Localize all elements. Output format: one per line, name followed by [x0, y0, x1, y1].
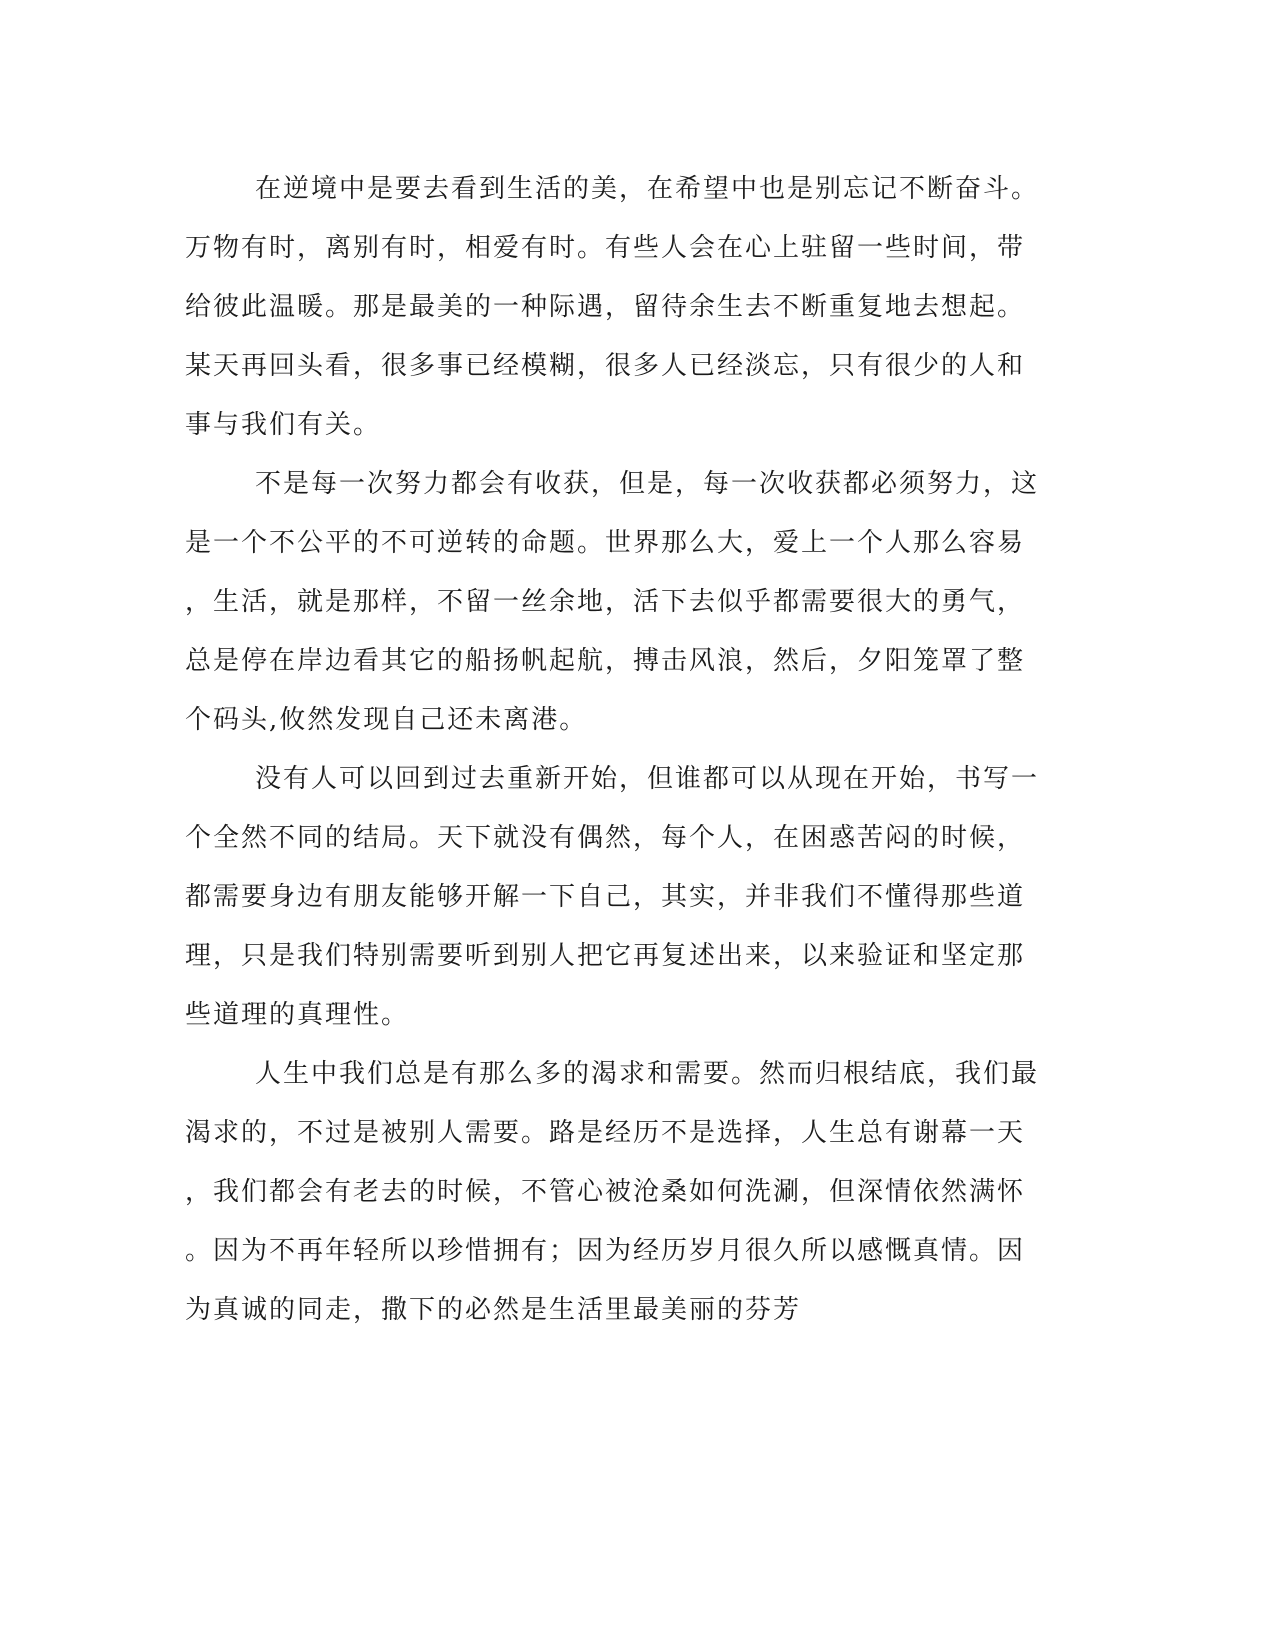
text-line: 给彼此温暖。那是最美的一种际遇，留待余生去不断重复地去想起。: [185, 292, 1026, 322]
text-line: 某天再回头看，很多事已经模糊，很多人已经淡忘，只有很少的人和: [185, 351, 1026, 381]
text-line: 万物有时，离别有时，相爱有时。有些人会在心上驻留一些时间，带: [185, 233, 1026, 263]
text-line: 人生中我们总是有那么多的渴求和需要。然而归根结底，我们最: [255, 1059, 1040, 1089]
text-line: 在逆境中是要去看到生活的美，在希望中也是别忘记不断奋斗。: [255, 174, 1040, 204]
text-line: 是一个不公平的不可逆转的命题。世界那么大，爱上一个人那么容易: [185, 528, 1026, 558]
text-line: 个全然不同的结局。天下就没有偶然，每个人，在困惑苦闷的时候，: [185, 823, 1026, 853]
paragraph-1: [185, 160, 1045, 455]
paragraph-4: [185, 1045, 1045, 1340]
text-line: 为真诚的同走，撒下的必然是生活里最美丽的芬芳: [185, 1295, 802, 1325]
body-text: [185, 160, 1045, 1340]
text-line: 事与我们有关。: [185, 410, 382, 440]
text-line: 都需要身边有朋友能够开解一下自己，其实，并非我们不懂得那些道: [185, 882, 1026, 912]
text-line: 总是停在岸边看其它的船扬帆起航，搏击风浪，然后，夕阳笼罩了整: [185, 646, 1026, 676]
text-line: 些道理的真理性。: [185, 1000, 410, 1030]
text-line: 不是每一次努力都会有收获，但是，每一次收获都必须努力，这: [255, 469, 1040, 499]
text-line: 没有人可以回到过去重新开始，但谁都可以从现在开始，书写一: [255, 764, 1040, 794]
text-line: 理，只是我们特别需要听到别人把它再复述出来，以来验证和坚定那: [185, 941, 1026, 971]
text-line: 。因为不再年轻所以珍惜拥有；因为经历岁月很久所以感慨真情。因: [185, 1236, 1026, 1266]
paragraph-3: [185, 750, 1045, 1045]
text-line: ，我们都会有老去的时候，不管心被沧桑如何洗涮，但深情依然满怀: [185, 1177, 1026, 1207]
paragraph-2: [185, 455, 1045, 750]
text-line: 渴求的，不过是被别人需要。路是经历不是选择，人生总有谢幕一天: [185, 1118, 1026, 1148]
text-line: ，生活，就是那样，不留一丝余地，活下去似乎都需要很大的勇气，: [185, 587, 1026, 617]
text-line: 个码头,攸然发现自己还未离港。: [185, 705, 588, 735]
